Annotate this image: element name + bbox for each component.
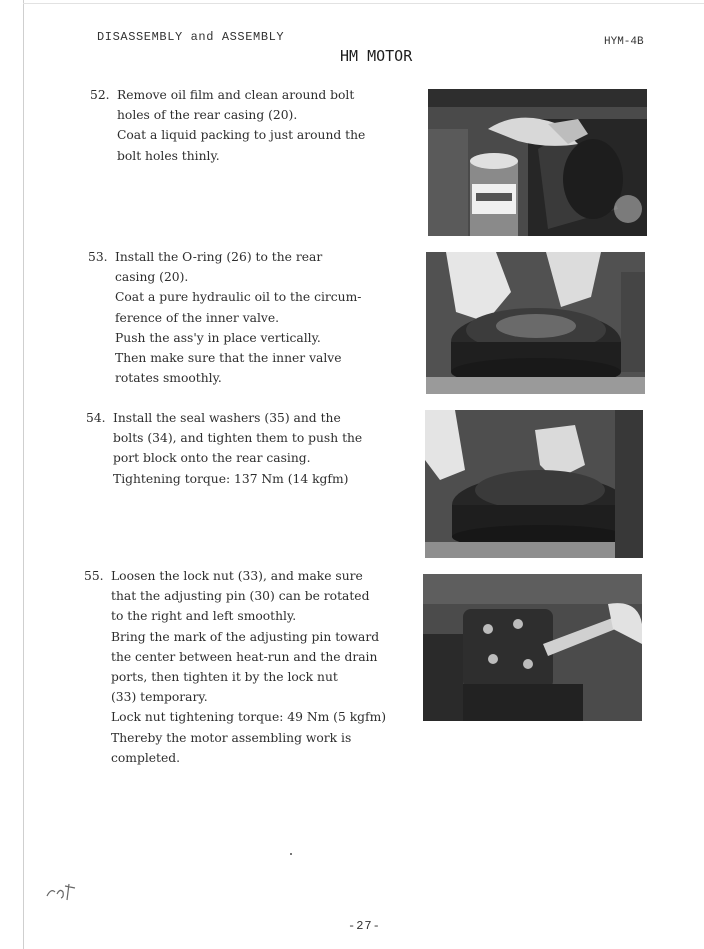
step-line: Coat a liquid packing to just around the — [117, 128, 366, 143]
page-edge — [23, 0, 24, 949]
step-text — [113, 408, 362, 489]
step-number: 52. — [90, 88, 110, 102]
step-number: 54. — [86, 411, 106, 425]
step-line: Push the ass'y in place vertically. — [115, 330, 321, 345]
step-line: (33) temporary. — [111, 690, 208, 705]
step-text — [111, 566, 386, 768]
step-55-photo — [423, 574, 642, 721]
step-line: Loosen the lock nut (33), and make sure — [111, 569, 363, 583]
step-line: Remove oil film and clean around bolt — [117, 88, 355, 102]
step-line: rotates smoothly. — [115, 371, 222, 386]
step-line: Thereby the motor assembling work is — [111, 730, 352, 745]
step-number: 55. — [84, 569, 104, 583]
step-53-photo — [426, 252, 645, 394]
step-line: port block onto the rear casing. — [113, 451, 311, 466]
step-line: the center between heat-run and the drain — [111, 649, 378, 664]
speck — [290, 853, 292, 855]
step-line: Install the seal washers (35) and the — [113, 411, 341, 425]
step-52-photo — [428, 89, 647, 236]
step-line: Coat a pure hydraulic oil to the circum- — [115, 290, 362, 305]
step-line: casing (20). — [115, 270, 189, 285]
step-line: bolts (34), and tighten them to push the — [113, 431, 363, 446]
handwritten-mark — [45, 880, 79, 902]
section-header: DISASSEMBLY and ASSEMBLY — [97, 30, 285, 44]
step-line: Tightening torque: 137 Nm (14 kgfm) — [113, 471, 349, 486]
page-edge-top — [23, 3, 704, 4]
step-text — [115, 247, 361, 388]
step-line: bolt holes thinly. — [117, 148, 220, 163]
step-line: that the adjusting pin (30) can be rotated — [111, 589, 370, 604]
step-line: to the right and left smoothly. — [111, 609, 297, 624]
step-54-photo — [425, 410, 643, 558]
step-line: Lock nut tightening torque: 49 Nm (5 kgfm) — [111, 710, 387, 725]
step-number: 53. — [88, 250, 108, 264]
step-line: Install the O-ring (26) to the rear — [115, 250, 323, 264]
step-line: holes of the rear casing (20). — [117, 108, 298, 123]
step-line: Bring the mark of the adjusting pin toward — [111, 629, 380, 644]
page-title: HM MOTOR — [340, 47, 413, 65]
step-line: ports, then tighten it by the lock nut — [111, 669, 338, 684]
step-line: completed. — [111, 750, 181, 765]
page-number: -27- — [348, 919, 381, 933]
step-line: Then make sure that the inner valve — [115, 350, 342, 365]
step-line: ference of the inner valve. — [115, 310, 280, 325]
document-code: HYM-4B — [604, 36, 644, 48]
step-text — [117, 85, 365, 166]
